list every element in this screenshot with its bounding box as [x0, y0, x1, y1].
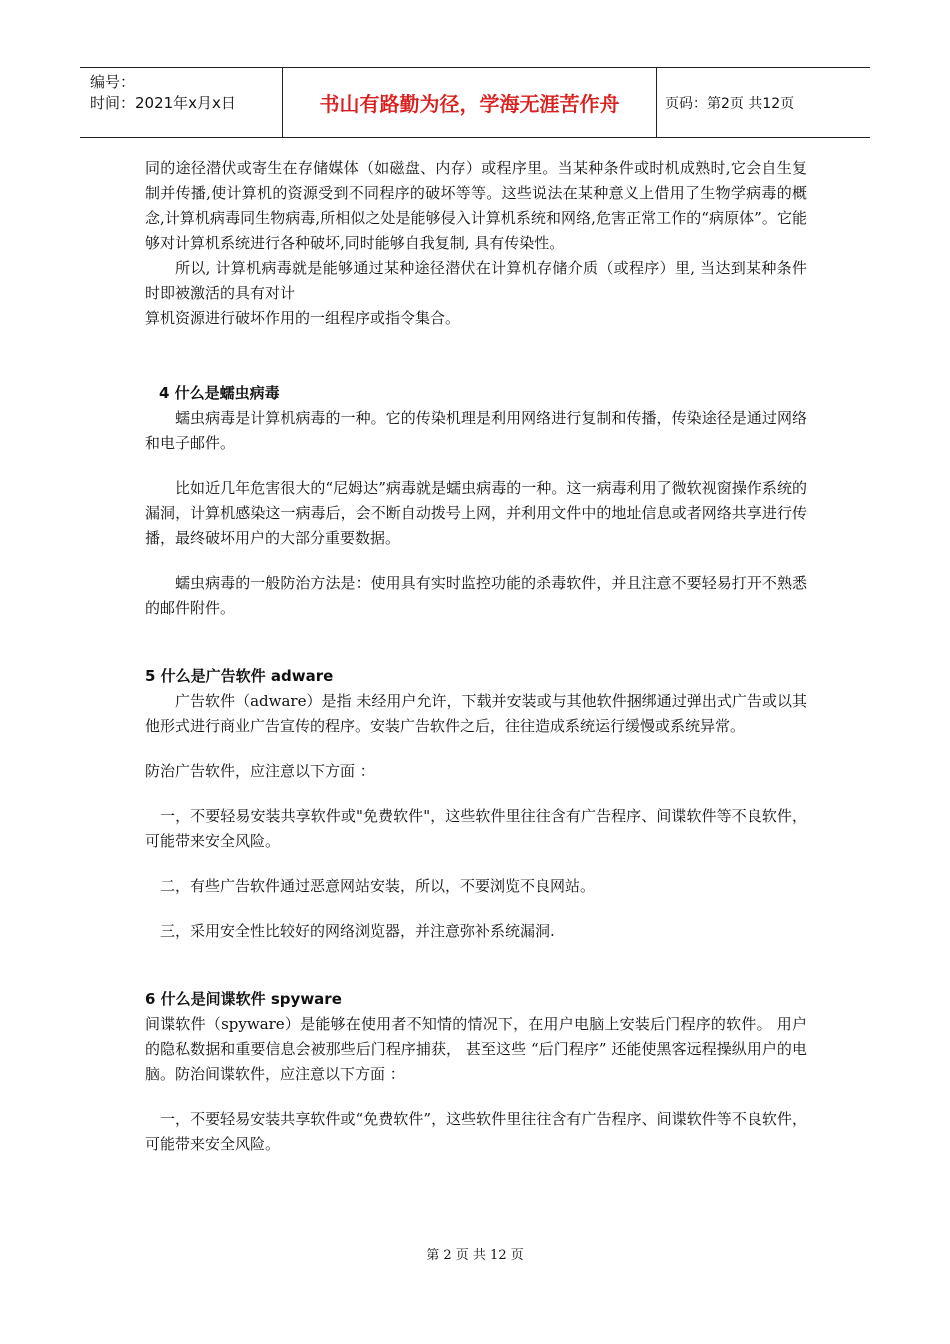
section-heading-4: 4 什么是蠕虫病毒 — [159, 384, 280, 402]
list-item: 一，不要轻易安装共享软件或“免费软件”，这些软件里往往含有广告程序、间谍软件等不良软件，可能带来安全风险。 — [145, 1110, 807, 1153]
paragraph: 蠕虫病毒是计算机病毒的一种。它的传染机理是利用网络进行复制和传播，传染途径是通过网络和电子邮件。 — [145, 409, 807, 452]
paragraph: 蠕虫病毒的一般防治方法是：使用具有实时监控功能的杀毒软件，并且注意不要轻易打开不熟悉的邮件附件。 — [145, 574, 807, 617]
page-header — [80, 67, 870, 138]
paragraph: 同的途径潜伏或寄生在存储媒体（如磁盘、内存）或程序里。当某种条件或时机成熟时,它会自生复制并传播,使计算机的资源受到不同程序的破坏等等。这些说法在某种意义上借用了生物学病毒的概念,计算机病毒同生物病毒,所相似之处是能够侵入计算机系统和网络,危害正常工作的“病原体”。它能够对计算机系统进行各种破坏,同时能够自我复制, 具有传染性。 — [145, 159, 807, 252]
paragraph: 比如近几年危害很大的“尼姆达”病毒就是蠕虫病毒的一种。这一病毒利用了微软视窗操作系统的漏洞，计算机感染这一病毒后，会不断自动拨号上网，并利用文件中的地址信息或者网络共享进行传播，最终破坏用户的大部分重要数据。 — [145, 479, 807, 547]
header-page-info: 页码：第2页 共12页 — [665, 95, 795, 112]
section-heading-5: 5 什么是广告软件 adware — [145, 667, 334, 685]
paragraph: 防治广告软件，应注意以下方面 ： — [145, 762, 375, 780]
page-footer: 第 2 页 共 12 页 — [426, 1248, 524, 1263]
header-motto: 书山有路勤为径，学海无涯苦作舟 — [283, 68, 657, 137]
header-meta — [80, 68, 283, 137]
paragraph: 广告软件（adware）是指 未经用户允许，下载并安装或与其他软件捆绑通过弹出式广告或以其他形式进行商业广告宣传的程序。安装广告软件之后，往往造成系统运行缓慢或系统异常。 — [145, 692, 807, 735]
list-item: 一，不要轻易安装共享软件或"免费软件"，这些软件里往往含有广告程序、间谍软件等不良软件，可能带来安全风险。 — [145, 807, 807, 850]
document-number-label: 编号： — [90, 73, 136, 91]
paragraph: 间谍软件（spyware）是能够在使用者不知情的情况下，在用户电脑上安装后门程序的软件。 用户的隐私数据和重要信息会被那些后门程序捕获， 甚至这些 “后门程序” 还能使黑客远程操纵用户的电脑。防治间谍软件，应注意以下方面 ： — [145, 1015, 807, 1083]
document-date: 时间：2021年x月x日 — [90, 94, 236, 112]
section-heading-6: 6 什么是间谍软件 spyware — [145, 990, 342, 1008]
list-item: 二，有些广告软件通过恶意网站安装，所以，不要浏览不良网站。 — [160, 877, 596, 895]
list-item: 三，采用安全性比较好的网络浏览器，并注意弥补系统漏洞. — [160, 922, 555, 940]
document-body — [145, 156, 807, 1157]
paragraph: 所以, 计算机病毒就是能够通过某种途径潜伏在计算机存储介质（或程序）里, 当达到某种条件时即被激活的具有对计 — [145, 259, 807, 302]
paragraph: 算机资源进行破坏作用的一组程序或指令集合。 — [145, 309, 461, 327]
